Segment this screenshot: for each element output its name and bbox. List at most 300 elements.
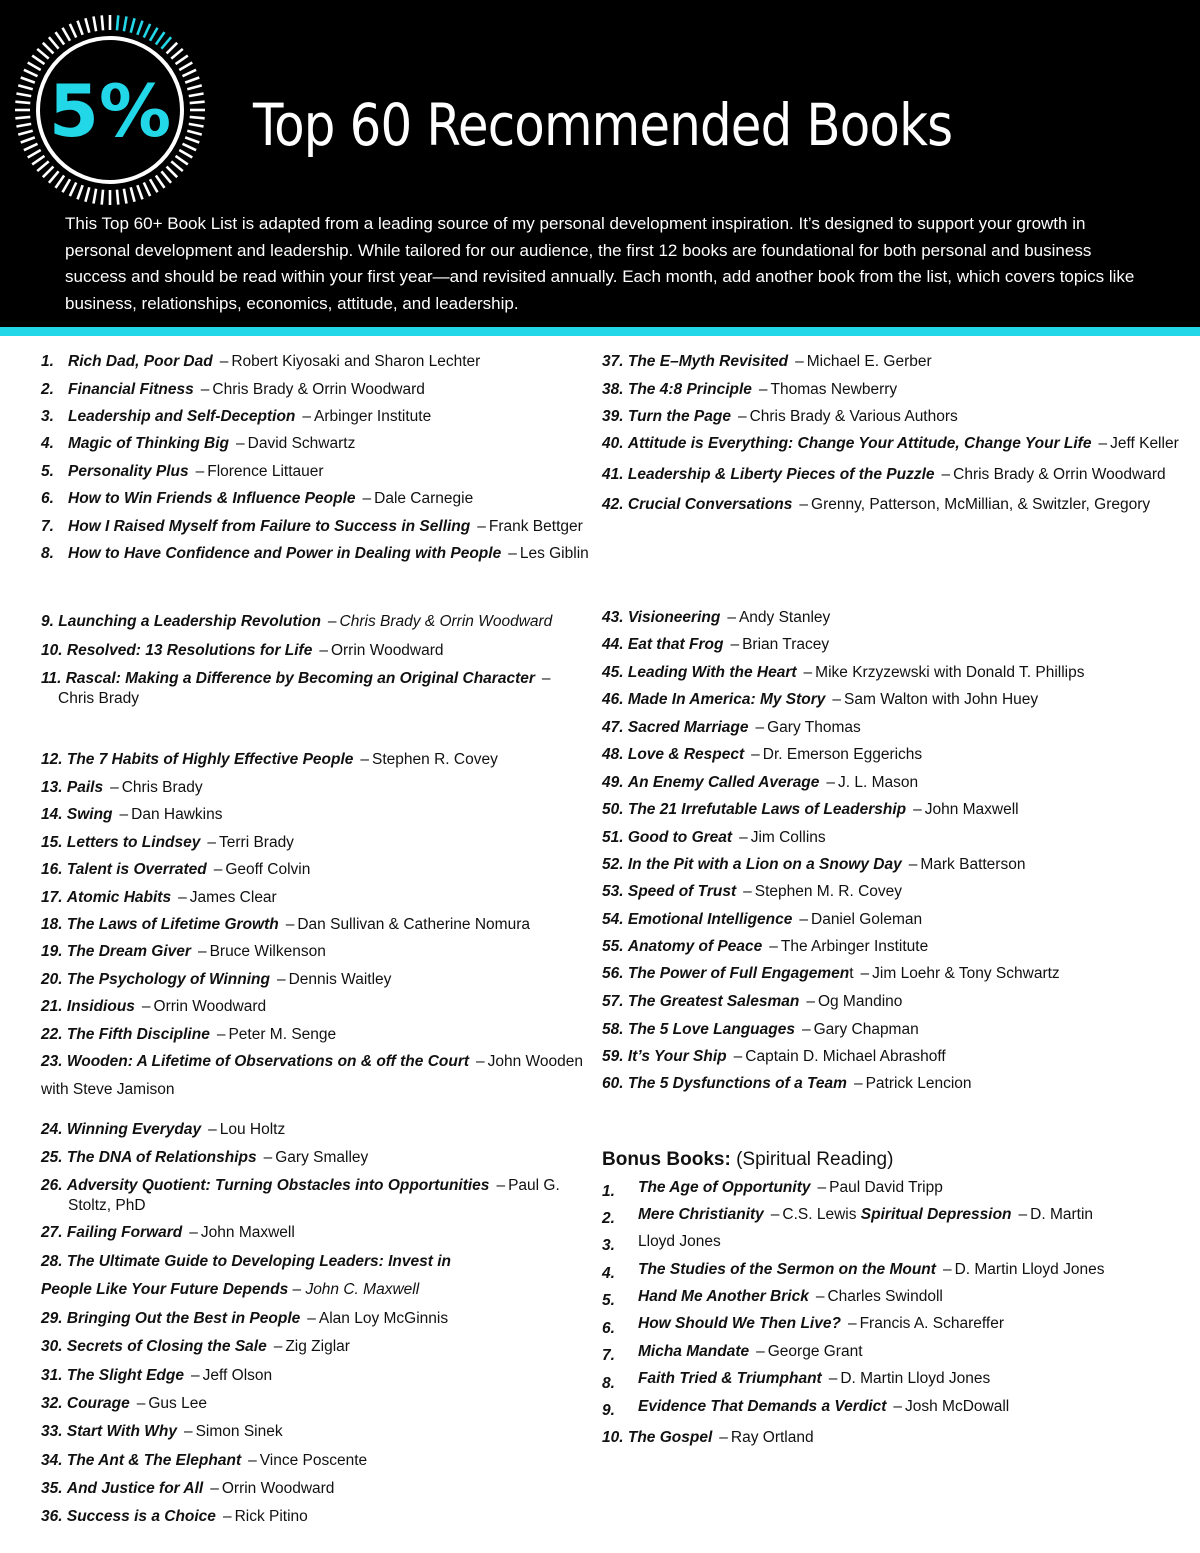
bonus-heading <box>602 1148 893 1172</box>
book-author: Mike Krzyzewski with Donald T. Phillips <box>815 664 1085 681</box>
badge-tick <box>124 189 127 204</box>
book-title: How to Win Friends & Influence People <box>68 490 356 507</box>
badge-tick <box>24 144 38 150</box>
book-number: 21. <box>41 998 63 1015</box>
book-title: Good to Great <box>627 829 733 846</box>
book-author: Vince Poscente <box>259 1452 368 1469</box>
book-author: Brian Tracey <box>742 636 830 653</box>
book-author: Chris Brady & Orrin Woodward <box>339 613 553 630</box>
dash-separator: – <box>307 1310 316 1327</box>
bonus-number: 2. <box>602 1210 615 1227</box>
dash-separator: – <box>730 636 740 653</box>
bonus-entry <box>638 1260 1104 1280</box>
accent-divider <box>0 327 1200 336</box>
badge-tick <box>78 21 83 35</box>
book-number: 2. <box>41 381 54 398</box>
dash-separator: – <box>769 938 778 955</box>
book-title: Leading With the Heart <box>627 664 797 681</box>
book-title: The Psychology of Winning <box>66 971 270 988</box>
book-number: 20. <box>41 971 63 988</box>
book-number: 17. <box>41 889 63 906</box>
bonus-author: Charles Swindoll <box>827 1288 943 1305</box>
book-author: Gus Lee <box>148 1395 207 1412</box>
badge-tick <box>156 176 165 188</box>
badge-tick <box>189 124 204 127</box>
book-title: The Ant & The Elephant <box>66 1452 242 1469</box>
bonus-title: The Gospel <box>627 1429 713 1446</box>
dash-separator: – <box>770 1206 780 1223</box>
book-author: Stephen M. R. Covey <box>754 883 903 900</box>
book-entry <box>602 663 1084 683</box>
dash-separator: – <box>908 856 918 873</box>
book-title: Wooden: A Lifetime of Observations on & off the Court <box>66 1053 470 1070</box>
dash-separator: – <box>195 463 205 480</box>
book-title: Letters to Lindsey <box>66 834 201 851</box>
badge-tick <box>179 150 192 158</box>
book-author: Gary Smalley <box>275 1149 369 1166</box>
book-author: Captain D. Michael Abrashoff <box>745 1048 946 1065</box>
book-entry <box>41 778 203 798</box>
badge-tick <box>187 131 201 135</box>
badge-tick <box>171 161 182 171</box>
book-author: John Maxwell <box>924 801 1019 818</box>
book-title: How to Have Confidence and Power in Dealing with People <box>68 545 502 562</box>
page-title: Top 60 Recommended Books <box>253 91 953 159</box>
book-entry <box>41 380 425 400</box>
book-number: 7. <box>41 518 54 535</box>
dash-separator: – <box>756 1343 765 1360</box>
book-entry <box>41 970 391 990</box>
book-title: Love & Respect <box>627 746 745 763</box>
book-title: The Laws of Lifetime Growth <box>66 916 279 933</box>
book-author: The Arbinger Institute <box>780 938 929 955</box>
book-entry <box>602 407 958 427</box>
badge-tick <box>85 187 89 201</box>
badge-tick <box>185 78 199 83</box>
dash-separator: – <box>207 834 216 851</box>
dash-separator: – <box>795 353 804 370</box>
book-number: 13. <box>41 779 63 796</box>
book-author: Zig Ziglar <box>285 1338 350 1355</box>
dash-separator: – <box>273 1338 283 1355</box>
dash-separator: – <box>302 408 312 425</box>
book-entry <box>602 1020 919 1040</box>
badge-tick <box>16 124 31 127</box>
book-number: 27. <box>41 1224 63 1241</box>
bonus-entry <box>638 1178 943 1198</box>
book-entry <box>602 380 897 400</box>
badge-tick <box>32 56 44 65</box>
dash-separator: – <box>285 916 295 933</box>
book-number: 50. <box>602 801 624 818</box>
badge-tick <box>43 167 54 178</box>
book-entry <box>41 544 589 564</box>
badge-tick <box>131 18 135 32</box>
book-number: 34. <box>41 1452 63 1469</box>
badge-tick <box>49 171 59 182</box>
book-author: Orrin Woodward <box>330 642 444 659</box>
dash-separator: – <box>136 1395 146 1412</box>
book-title: Attitude is Everything: Change Your Attitude, Change Your Life <box>627 435 1092 452</box>
dash-separator: – <box>1018 1206 1028 1223</box>
book-number: 51. <box>602 829 624 846</box>
book-entry <box>41 1223 295 1243</box>
badge-tick <box>21 78 35 83</box>
dash-separator: – <box>360 751 370 768</box>
book-title: The DNA of Relationships <box>66 1149 257 1166</box>
bonus-title: Mere Christianity <box>638 1206 764 1223</box>
badge-tick <box>94 16 97 31</box>
book-entry <box>602 855 1025 875</box>
book-title: Emotional Intelligence <box>627 911 793 928</box>
dash-separator: – <box>817 1179 827 1196</box>
book-author: Arbinger Institute <box>314 408 432 425</box>
book-title: In the Pit with a Lion on a Snowy Day <box>627 856 902 873</box>
book-author: John Wooden <box>487 1053 584 1070</box>
badge-tick <box>144 183 150 197</box>
badge-tick <box>117 15 118 30</box>
book-title: And Justice for All <box>66 1480 204 1497</box>
dash-separator: – <box>248 1452 257 1469</box>
book-entry <box>602 992 902 1012</box>
book-author: Michael E. Gerber <box>806 353 932 370</box>
badge-tick <box>85 18 89 32</box>
bonus-number: 4. <box>602 1265 615 1282</box>
book-entry <box>602 495 1150 515</box>
bonus-number: 5. <box>602 1292 615 1309</box>
badge-tick <box>28 150 41 158</box>
bonus-number: 7. <box>602 1347 615 1364</box>
book-number: 23. <box>41 1053 63 1070</box>
book-author: Simon Sinek <box>195 1423 283 1440</box>
book-title: Personality Plus <box>68 463 189 480</box>
book-number: 39. <box>602 408 624 425</box>
book-title: Secrets of Closing the Sale <box>66 1338 267 1355</box>
badge-tick <box>176 156 188 165</box>
dash-separator: – <box>893 1398 902 1415</box>
book-number: 54. <box>602 911 624 928</box>
book-number: 4. <box>41 435 54 452</box>
book-author: Grenny, Patterson, McMillian, & Switzler, Gregory <box>811 496 1151 513</box>
badge-tick <box>28 63 41 71</box>
book-number: 10. <box>41 642 63 659</box>
bonus-title: The Studies of the Sermon on the Mount <box>638 1261 936 1278</box>
dash-separator: – <box>200 381 210 398</box>
book-number: 40. <box>602 435 624 452</box>
book-author: John Maxwell <box>200 1224 295 1241</box>
bonus-text: Lloyd Jones <box>638 1233 721 1250</box>
book-entry <box>41 352 480 372</box>
dash-separator: – <box>743 883 752 900</box>
book-entry <box>41 669 571 709</box>
book-number: 44. <box>602 636 624 653</box>
book-number: 11. <box>41 670 62 687</box>
dash-separator: – <box>847 1315 857 1332</box>
book-entry <box>41 805 222 825</box>
badge-tick <box>21 137 35 142</box>
book-title: Start With Why <box>66 1423 177 1440</box>
book-entry <box>41 942 326 962</box>
book-title: Crucial Conversations <box>627 496 793 513</box>
book-author: Orrin Woodward <box>153 998 267 1015</box>
book-author: Dan Sullivan & Catherine Nomura <box>297 916 530 933</box>
bonus-title: Evidence That Demands a Verdict <box>638 1398 887 1415</box>
book-author: Geoff Colvin <box>225 861 311 878</box>
badge-tick <box>70 183 76 197</box>
book-author: Jeff Olson <box>202 1367 273 1384</box>
book-number: 32. <box>41 1395 63 1412</box>
book-number: 41. <box>602 466 624 483</box>
book-entry <box>602 800 1019 820</box>
book-entry <box>602 773 918 793</box>
dash-separator: – <box>276 971 286 988</box>
book-title: Launching a Leadership Revolution <box>58 613 321 630</box>
dash-separator: – <box>942 1261 952 1278</box>
book-entry <box>602 434 1179 454</box>
book-number: 14. <box>41 806 63 823</box>
book-entry <box>602 1074 972 1094</box>
bonus-entry <box>638 1287 943 1307</box>
badge-tick <box>167 43 178 54</box>
badge-tick <box>183 70 197 76</box>
book-title: Talent is Overrated <box>66 861 207 878</box>
book-number: 43. <box>602 609 624 626</box>
book-entry <box>41 1048 583 1104</box>
book-entry <box>41 641 444 661</box>
book-entry <box>41 434 355 454</box>
book-title: Insidious <box>66 998 135 1015</box>
book-entry <box>41 462 324 482</box>
book-entry <box>41 1451 367 1471</box>
dash-separator: – <box>751 746 760 763</box>
book-author: David Schwartz <box>247 435 356 452</box>
bonus-author-2: D. Martin <box>1030 1206 1094 1223</box>
badge-tick <box>137 185 142 199</box>
book-author: James Clear <box>189 889 277 906</box>
book-title: The E–Myth Revisited <box>627 353 789 370</box>
book-entry <box>602 690 1038 710</box>
book-entry <box>602 882 902 902</box>
dash-separator: – <box>541 670 551 687</box>
book-number: 24. <box>41 1121 63 1138</box>
book-title: Atomic Habits <box>66 889 172 906</box>
bonus-entry <box>638 1397 1009 1417</box>
badge-tick <box>183 144 197 150</box>
book-number: 6. <box>41 490 54 507</box>
book-number: 49. <box>602 774 624 791</box>
dash-separator: – <box>210 1480 219 1497</box>
book-entry <box>41 888 277 908</box>
book-author: Chris Brady & Various Authors <box>749 408 958 425</box>
book-number: 59. <box>602 1048 624 1065</box>
dash-separator: – <box>222 1508 232 1525</box>
dash-separator: – <box>941 466 951 483</box>
badge-tick <box>161 37 171 48</box>
book-entry <box>41 1394 207 1414</box>
badge-tick <box>37 161 48 171</box>
book-title: The Ultimate Guide to Developing Leaders: Invest in <box>66 1253 451 1270</box>
bonus-title: How Should We Then Live? <box>638 1315 841 1332</box>
book-title: Magic of Thinking Big <box>68 435 230 452</box>
book-number: 33. <box>41 1423 63 1440</box>
five-percent-badge <box>12 12 208 208</box>
dash-separator: – <box>860 965 870 982</box>
book-entry <box>602 745 922 765</box>
badge-tick <box>179 63 192 71</box>
dash-separator: – <box>733 1048 743 1065</box>
book-entry <box>602 608 830 628</box>
book-number: 9. <box>41 613 54 630</box>
badge-tick <box>37 49 48 59</box>
badge-tick <box>70 24 76 38</box>
book-entry <box>41 1309 448 1329</box>
book-title: The 5 Love Languages <box>627 1021 795 1038</box>
book-author: Mark Batterson <box>920 856 1026 873</box>
dash-separator: – <box>815 1288 825 1305</box>
bonus-number: 9. <box>602 1402 615 1419</box>
book-entry <box>41 1176 560 1216</box>
book-author: Orrin Woodward <box>221 1480 335 1497</box>
bonus-number: 6. <box>602 1320 615 1337</box>
book-author: Chris Brady <box>121 779 203 796</box>
badge-tick <box>189 94 204 97</box>
book-title: Adversity Quotient: Turning Obstacles into Opportunities <box>66 1177 490 1194</box>
book-title: The 4:8 Principle <box>627 381 752 398</box>
bonus-author: Paul David Tripp <box>829 1179 943 1196</box>
bonus-entry <box>638 1342 863 1362</box>
book-title: Financial Fitness <box>68 381 194 398</box>
bonus-author: George Grant <box>767 1343 863 1360</box>
badge-tick <box>63 28 71 41</box>
book-title: Speed of Trust <box>627 883 737 900</box>
book-title: Courage <box>66 1395 130 1412</box>
bonus-author: D. Martin Lloyd Jones <box>840 1370 991 1387</box>
book-title: Winning Everyday <box>66 1121 202 1138</box>
book-number: 16. <box>41 861 63 878</box>
book-entry <box>41 1479 334 1499</box>
book-title: Turn the Page <box>627 408 731 425</box>
book-entry <box>602 937 928 957</box>
book-title: The Power of Full Engagemen <box>627 965 850 982</box>
dash-separator: – <box>362 490 372 507</box>
book-number: 18. <box>41 916 63 933</box>
book-title: Swing <box>66 806 113 823</box>
book-number: 46. <box>602 691 624 708</box>
book-author: Lou Holtz <box>219 1121 286 1138</box>
book-author: Robert Kiyosaki and Sharon Lechter <box>231 353 481 370</box>
dash-separator: – <box>799 496 809 513</box>
book-author: Og Mandino <box>817 993 903 1010</box>
book-author: Les Giblin <box>519 545 589 562</box>
book-entry <box>602 465 1166 485</box>
dash-separator: – <box>496 1177 506 1194</box>
badge-tick <box>43 43 54 54</box>
book-entry <box>41 1507 308 1527</box>
badge-tick <box>185 137 199 142</box>
book-title: Visioneering <box>627 609 721 626</box>
book-title: Pails <box>66 779 104 796</box>
book-number: 47. <box>602 719 624 736</box>
book-author: Chris Brady & Orrin Woodward <box>953 466 1166 483</box>
book-number: 55. <box>602 938 624 955</box>
dash-separator: – <box>739 829 748 846</box>
book-entry <box>602 1047 946 1067</box>
bonus-heading-bold: Bonus Books: <box>602 1149 731 1170</box>
book-entry <box>41 517 583 537</box>
book-author: Jim Loehr & Tony Schwartz <box>872 965 1060 982</box>
book-author: Peter M. Senge <box>228 1026 337 1043</box>
badge-tick <box>56 32 65 44</box>
book-title: Sacred Marriage <box>627 719 749 736</box>
book-number: 19. <box>41 943 63 960</box>
book-entry <box>602 718 861 738</box>
book-author: Dennis Waitley <box>288 971 392 988</box>
bonus-title: Hand Me Another Brick <box>638 1288 809 1305</box>
book-number: 35. <box>41 1480 63 1497</box>
dash-separator: – <box>263 1149 273 1166</box>
bonus-author: C.S. Lewis <box>782 1206 857 1223</box>
book-title: Anatomy of Peace <box>627 938 763 955</box>
badge-tick <box>190 117 205 118</box>
book-author: Bruce Wilkenson <box>209 943 326 960</box>
badge-tick <box>102 190 103 205</box>
book-author: Gary Thomas <box>767 719 861 736</box>
book-entry <box>602 635 829 655</box>
book-number: 37. <box>602 353 624 370</box>
book-title: Failing Forward <box>66 1224 183 1241</box>
badge-text: 5% <box>48 69 172 153</box>
badge-tick <box>15 117 30 118</box>
book-number: 31. <box>41 1367 63 1384</box>
book-title-tail: t <box>849 965 854 982</box>
book-number: 57. <box>602 993 624 1010</box>
bonus-number: 8. <box>602 1375 615 1392</box>
book-number: 26. <box>41 1177 63 1194</box>
badge-tick <box>102 15 103 30</box>
dash-separator: – <box>1098 435 1108 452</box>
book-number: 5. <box>41 463 54 480</box>
book-number: 1. <box>41 353 54 370</box>
book-author: John C. Maxwell <box>305 1281 420 1298</box>
book-entry <box>41 1422 283 1442</box>
book-author: Frank Bettger <box>488 518 583 535</box>
book-entry <box>41 833 294 853</box>
dash-separator: – <box>197 943 207 960</box>
book-title: Success is a Choice <box>66 1508 216 1525</box>
dash-separator: – <box>110 779 119 796</box>
badge-tick <box>18 131 32 135</box>
book-number: 38. <box>602 381 624 398</box>
badge-tick <box>24 70 38 76</box>
badge-tick <box>49 37 59 48</box>
book-title: The Slight Edge <box>66 1367 184 1384</box>
dash-separator: – <box>803 664 813 681</box>
dash-separator: – <box>183 1423 193 1440</box>
badge-tick <box>176 56 188 65</box>
book-number: 58. <box>602 1021 624 1038</box>
book-entry <box>41 612 552 632</box>
book-author: Jeff Keller <box>1110 435 1179 452</box>
book-number: 42. <box>602 496 624 513</box>
book-entry <box>41 750 498 770</box>
dash-separator: – <box>508 545 517 562</box>
book-number: 36. <box>41 1508 63 1525</box>
book-title: Made In America: My Story <box>627 691 826 708</box>
badge-tick <box>117 190 118 205</box>
bonus-entry <box>638 1232 721 1252</box>
book-entry <box>41 1025 336 1045</box>
badge-tick <box>187 85 201 89</box>
